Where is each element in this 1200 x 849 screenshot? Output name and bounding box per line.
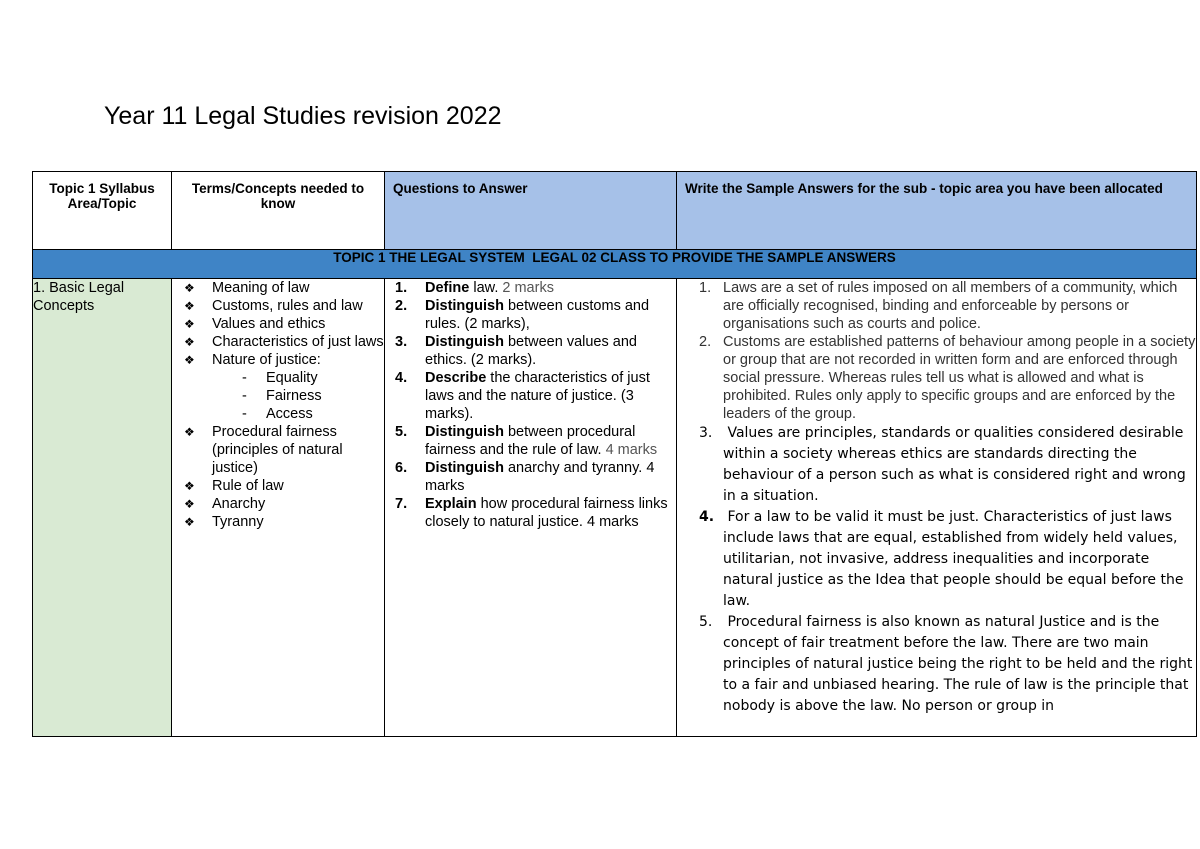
diamond-bullet-icon: ❖ <box>184 497 195 511</box>
answer-item: 5. Procedural fairness is also known as natural Justice and is the concept of fair treatment before the law. There are two main principles of natural justice being the right to be held and the right to a fair and unbiased hearing. The rule of law is the principle that nobody is above the law. No person or group in <box>699 614 1197 714</box>
header-terms-concepts: Terms/Concepts needed to know <box>172 172 385 250</box>
dash-bullet-icon: - <box>242 370 247 386</box>
diamond-bullet-icon: ❖ <box>184 353 195 367</box>
justice-subitem: - Fairness <box>242 388 322 404</box>
term-item: ❖ Meaning of law <box>184 280 310 296</box>
term-item: ❖ Procedural fairness (principles of natural justice) <box>184 424 343 476</box>
term-item: ❖ Rule of law <box>184 478 284 494</box>
terms-list <box>172 279 384 369</box>
header-syllabus-area: Topic 1 Syllabus Area/Topic <box>33 172 172 250</box>
answer-item: 2. Customs are established patterns of behaviour among people in a society or group that are not recorded in written form and are enforced through social pressure. Whereas rules tell us what is allowed and what is prohibited. Rules only apply to specific groups and are enforced by the leaders of the group. <box>699 334 1196 422</box>
question-item: 3. Distinguish between values and ethics. (2 marks). <box>395 334 637 368</box>
justice-sublist <box>172 369 384 423</box>
term-item: ❖ Anarchy <box>184 496 266 512</box>
dash-bullet-icon: - <box>242 406 247 422</box>
revision-table <box>32 171 1197 737</box>
term-item: ❖ Values and ethics <box>184 316 326 332</box>
header-sample-answers: Write the Sample Answers for the sub - topic area you have been allocated <box>677 172 1197 250</box>
dash-bullet-icon: - <box>242 388 247 404</box>
answers-cell <box>677 279 1197 737</box>
term-item: ❖ Characteristics of just laws <box>184 334 384 350</box>
questions-cell <box>385 279 677 737</box>
header-row <box>33 172 1197 250</box>
diamond-bullet-icon: ❖ <box>184 335 195 349</box>
term-item: ❖ Customs, rules and law <box>184 298 363 314</box>
answer-item: 1. Laws are a set of rules imposed on all members of a community, which are officially recognised, binding and enforceable by persons or organisations such as courts and police. <box>699 280 1178 332</box>
question-item: 2. Distinguish between customs and rules. (2 marks), <box>395 298 650 332</box>
banner-row <box>33 250 1197 279</box>
diamond-bullet-icon: ❖ <box>184 281 195 295</box>
question-item: 4. Describe the characteristics of just laws and the nature of justice. (3 marks). <box>395 370 650 422</box>
document-title: Year 11 Legal Studies revision 2022 <box>104 102 502 130</box>
question-item: 7. Explain how procedural fairness links closely to natural justice. 4 marks <box>395 496 668 530</box>
question-item: 5. Distinguish between procedural fairness and the rule of law. 4 marks <box>395 424 658 458</box>
diamond-bullet-icon: ❖ <box>184 425 195 439</box>
justice-subitem: - Equality <box>242 370 318 386</box>
content-row <box>33 279 1197 737</box>
header-questions: Questions to Answer <box>385 172 677 250</box>
answer-item: 3. Values are principles, standards or qualities considered desirable within a society whereas ethics are standards directing the behaviour of a person such as what is considered right and wrong in a situation. <box>699 425 1191 504</box>
question-item: 6. Distinguish anarchy and tyranny. 4 marks <box>395 460 655 494</box>
term-item: ❖ Tyranny <box>184 514 264 530</box>
topic-cell <box>33 279 172 737</box>
question-item: 1. Define law. 2 marks <box>395 280 554 296</box>
diamond-bullet-icon: ❖ <box>184 479 195 493</box>
topic-label: 1. Basic Legal Concepts <box>33 280 125 314</box>
questions-list <box>385 279 676 531</box>
answer-item: 4. For a law to be valid it must be just. Characteristics of just laws include laws that are equal, established from widely held values, utilitarian, not invasive, address inequalities and incorporate natural justice as the Idea that people should be equal before the law. <box>699 509 1188 609</box>
diamond-bullet-icon: ❖ <box>184 317 195 331</box>
diamond-bullet-icon: ❖ <box>184 515 195 529</box>
topic-banner: TOPIC 1 THE LEGAL SYSTEM LEGAL 02 CLASS TO PROVIDE THE SAMPLE ANSWERS <box>33 250 1197 279</box>
justice-subitem: - Access <box>242 406 313 422</box>
term-item: ❖ Nature of justice: <box>184 352 321 368</box>
terms-cell <box>172 279 385 737</box>
diamond-bullet-icon: ❖ <box>184 299 195 313</box>
answers-list <box>677 279 1196 717</box>
terms-list-continued <box>172 423 384 531</box>
